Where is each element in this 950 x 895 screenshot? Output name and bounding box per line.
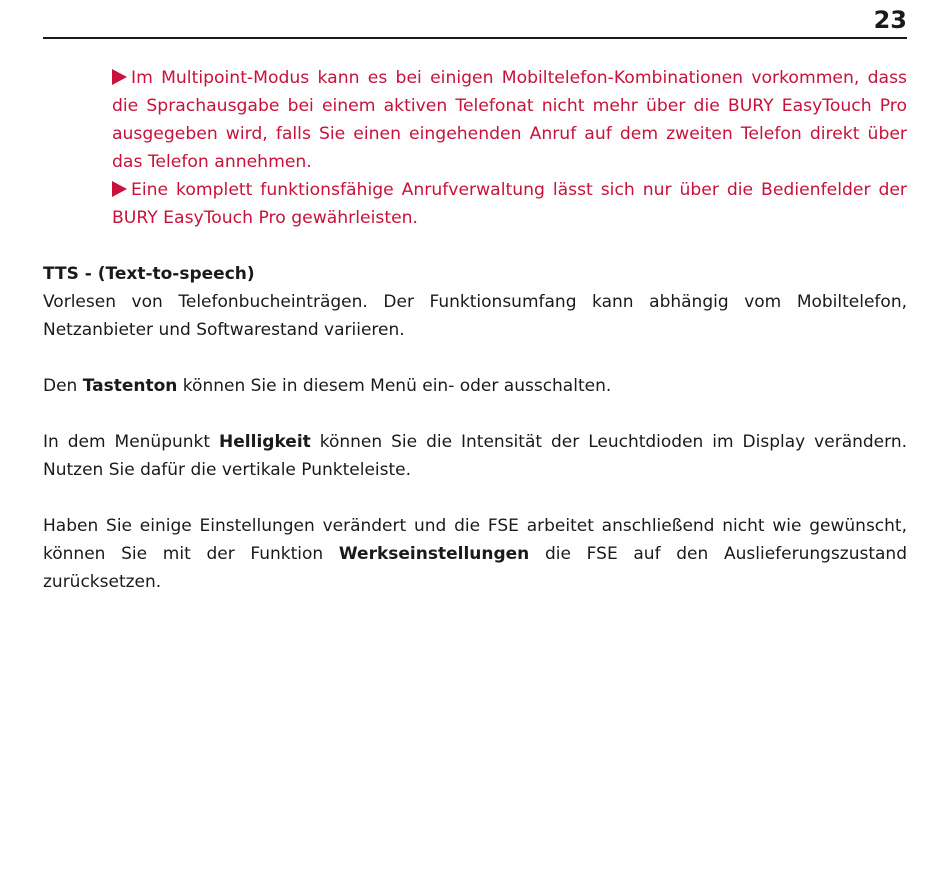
helligkeit-text-after: können Sie die Intensität der Leuchtdioden im Display verändern. Nutzen Sie dafür die vertikale Punkteleiste. [43,432,907,480]
werkseinstellungen-term: Werkseinstellungen [338,544,530,564]
note-multipoint [112,64,907,176]
tastenton-paragraph [43,372,907,400]
body-text [43,260,907,596]
page-number: 23 [873,6,907,34]
note-multipoint-text: Im Multipoint-Modus kann es bei einigen Mobiltelefon-Kombinationen vorkommen, dass die Sprachausgabe bei einem aktiven Telefonat nicht mehr über die BURY EasyTouch Pro ausgegeben wird, falls Sie einen eingehenden Anruf auf dem zweiten Telefon direkt über das Telefon annehmen. [112,68,907,172]
play-arrow-icon [112,181,127,197]
werkseinstellungen-text-before: Haben Sie einige Einstellungen verändert und die FSE arbeitet anschließend nicht wie gewünscht, können Sie mit der Funktion [43,516,907,564]
note-call-management-paragraph [112,176,907,232]
notes-block [112,64,907,232]
tastenton-text-before: Den [43,376,83,396]
werkseinstellungen-paragraph [43,512,907,596]
play-arrow-icon [112,69,127,85]
helligkeit-text-before: In dem Menüpunkt [43,432,220,452]
tts-description: Vorlesen von Telefonbucheinträgen. Der Funktionsumfang kann abhängig vom Mobiltelefon, Netzanbieter und Softwarestand variieren. [43,292,907,340]
paragraph-gap [43,344,907,372]
paragraph-gap [43,400,907,428]
paragraph-gap [43,484,907,512]
tts-heading: TTS - (Text-to-speech) [43,264,255,284]
tastenton-term: Tastenton [82,376,178,396]
tastenton-text-after: können Sie in diesem Menü ein- oder ausschalten. [177,376,612,396]
note-call-management-text: Eine komplett funktionsfähige Anrufverwaltung lässt sich nur über die Bedienfelder der BURY EasyTouch Pro gewährleisten. [112,180,907,228]
helligkeit-term: Helligkeit [219,432,311,452]
note-multipoint-paragraph [112,64,907,176]
note-call-management [112,176,907,232]
werkseinstellungen-text-after: die FSE auf den Auslieferungszustand zurücksetzen. [43,544,907,592]
header-rule [43,37,907,39]
helligkeit-paragraph [43,428,907,484]
